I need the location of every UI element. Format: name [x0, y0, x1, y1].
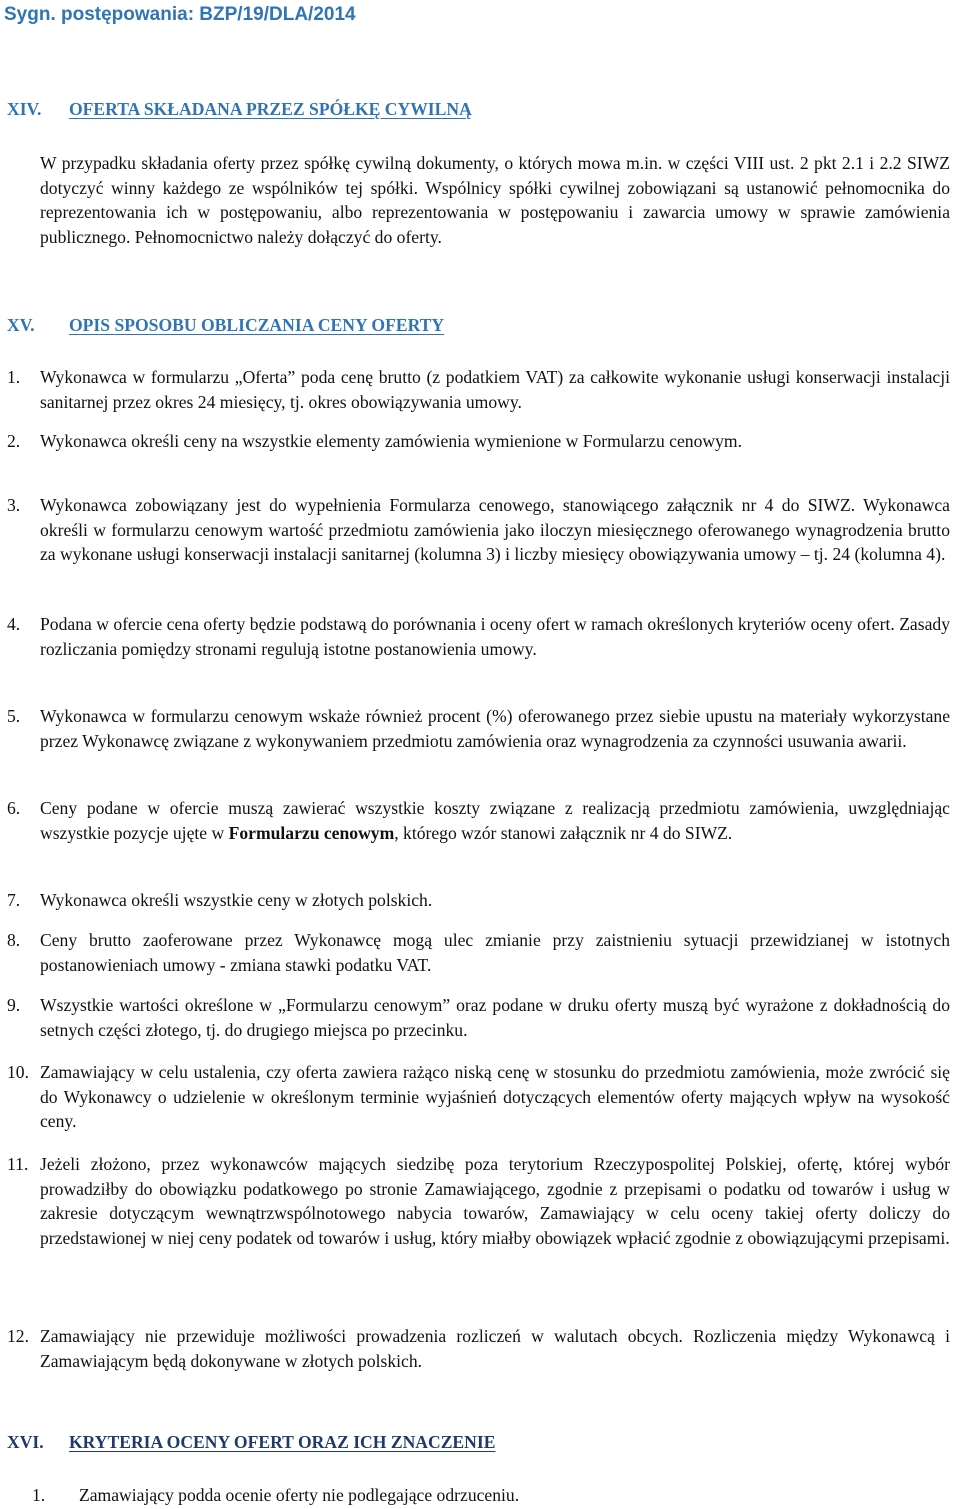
section-heading-xiv	[7, 97, 950, 122]
list-item	[7, 493, 950, 567]
item-text: Wykonawca określi wszystkie ceny w złotych polskich.	[40, 890, 433, 910]
item-text: Wszystkie wartości określone w „Formularzu cenowym” oraz podane w druku oferty muszą być wyrażone z dokładnością do setnych części złotego, tj. do drugiego miejsca po przecinku.	[40, 995, 950, 1040]
section-title: OFERTA SKŁADANA PRZEZ SPÓŁKĘ CYWILNĄ	[69, 99, 472, 119]
item-number: 5.	[7, 706, 21, 726]
item-text: Zamawiający w celu ustalenia, czy oferta zawiera rażąco niską cenę w stosunku do przedmiotu zamówienia, może zwrócić się do Wykonawcy o udzielenie w określonym terminie wyjaśnień dotyczących elementów oferty mających wpływ na wysokość ceny.	[40, 1062, 950, 1131]
item-text	[40, 796, 950, 845]
item-number: 10.	[7, 1062, 29, 1082]
item-text: Wykonawca określi ceny na wszystkie elementy zamówienia wymienione w Formularzu cenowym.	[40, 431, 742, 451]
item-number: 1.	[32, 1485, 46, 1505]
item-number: 6.	[7, 798, 21, 818]
list-item	[7, 1152, 950, 1250]
item-number: 9.	[7, 995, 21, 1015]
list-item	[7, 796, 950, 845]
list-item	[7, 429, 950, 454]
section-heading-xvi	[7, 1430, 950, 1455]
section-title: KRYTERIA OCENY OFERT ORAZ ICH ZNACZENIE	[69, 1432, 496, 1452]
item-number: 1.	[7, 367, 21, 387]
list-item	[7, 612, 950, 661]
item-text: Zamawiający podda ocenie oferty nie podlegające odrzuceniu.	[79, 1485, 520, 1505]
list-item	[7, 993, 950, 1042]
item-number: 7.	[7, 890, 21, 910]
list-item	[7, 888, 950, 913]
list-item	[7, 928, 950, 977]
section-heading-xv	[7, 313, 950, 338]
item-number: 3.	[7, 495, 21, 515]
list-item	[7, 704, 950, 753]
item-text-bold: Formularzu cenowym	[228, 822, 395, 843]
section-title: OPIS SPOSOBU OBLICZANIA CENY OFERTY	[69, 315, 445, 335]
case-reference: Sygn. postępowania: BZP/19/DLA/2014	[4, 4, 356, 25]
list-item	[7, 1324, 950, 1373]
item-number: 2.	[7, 431, 21, 451]
item-text: Wykonawca w formularzu „Oferta” poda cenę brutto (z podatkiem VAT) za całkowite wykonanie usługi konserwacji instalacji sanitarnej przez okres 24 miesięcy, tj. okres obowiązywania umowy.	[40, 367, 950, 412]
item-text: Jeżeli złożono, przez wykonawców mających siedzibę poza terytorium Rzeczypospolitej Polskiej, ofertę, której wybór prowadziłby do obowiązku podatkowego po stronie Zamawiającego, zgodnie z przepisami o podatku od towarów i usług w zakresie dotyczącym wewnątrzwspólnotowego nabycia towarów, Zamawiający w celu oceny takiej oferty doliczy do przedstawionej w niej ceny podatek od towarów i usług, który miałby obowiązek wpłacić zgodnie z obowiązującymi przepisami.	[40, 1154, 950, 1248]
item-number: 12.	[7, 1326, 29, 1346]
section-xiv-paragraph: W przypadku składania oferty przez spółkę cywilną dokumenty, o których mowa m.in. w części VIII ust. 2 pkt 2.1 i 2.2 SIWZ dotyczyć winny każdego ze wspólników tej spółki. Wspólnicy spółki cywilnej zobowiązani są ustanowić pełnomocnika do reprezentowania ich w postępowaniu, albo reprezentowania w postępowaniu i zawarcia umowy w sprawie zamówienia publicznego. Pełnomocnictwo należy dołączyć do oferty.	[40, 153, 950, 247]
section-number: XIV.	[7, 99, 42, 119]
item-text-part: , którego wzór stanowi załącznik nr 4 do SIWZ.	[394, 822, 733, 843]
item-number: 8.	[7, 930, 21, 950]
list-item	[7, 1060, 950, 1134]
list-item	[7, 365, 950, 414]
list-item	[32, 1483, 950, 1508]
section-number: XV.	[7, 315, 35, 335]
item-number: 11.	[7, 1154, 29, 1174]
item-text: Zamawiający nie przewiduje możliwości prowadzenia rozliczeń w walutach obcych. Rozliczenia między Wykonawcą i Zamawiającym będą dokonywane w złotych polskich.	[40, 1326, 950, 1371]
item-text: Wykonawca w formularzu cenowym wskaże również procent (%) oferowanego przez siebie upustu na materiały wykorzystane przez Wykonawcę związane z wykonywaniem przedmiotu zamówienia oraz wynagrodzenia za czynności usuwania awarii.	[40, 706, 950, 751]
item-text: Wykonawca zobowiązany jest do wypełnienia Formularza cenowego, stanowiącego załącznik nr 4 do SIWZ. Wykonawca określi w formularzu cenowym wartość przedmiotu zamówienia jako iloczyn miesięcznego oferowanego wynagrodzenia brutto za wykonane usługi konserwacji instalacji sanitarnej (kolumna 3) i liczby miesięcy obowiązywania umowy – tj. 24 (kolumna 4).	[40, 495, 950, 564]
item-text-part: Ceny podane w ofercie muszą zawierać wszystkie koszty związane z realizacją przedmiotu zamówienia, uwzględniając wszystkie pozycje ujęte w	[40, 798, 950, 843]
item-number: 4.	[7, 614, 21, 634]
item-text: Ceny brutto zaoferowane przez Wykonawcę mogą ulec zmianie przy zaistnieniu sytuacji przewidzianej w istotnych postanowieniach umowy - zmiana stawki podatku VAT.	[40, 930, 950, 975]
section-number: XVI.	[7, 1432, 44, 1452]
item-text: Podana w ofercie cena oferty będzie podstawą do porównania i oceny ofert w ramach określonych kryteriów oceny ofert. Zasady rozliczania pomiędzy stronami regulują istotne postanowienia umowy.	[40, 614, 950, 659]
